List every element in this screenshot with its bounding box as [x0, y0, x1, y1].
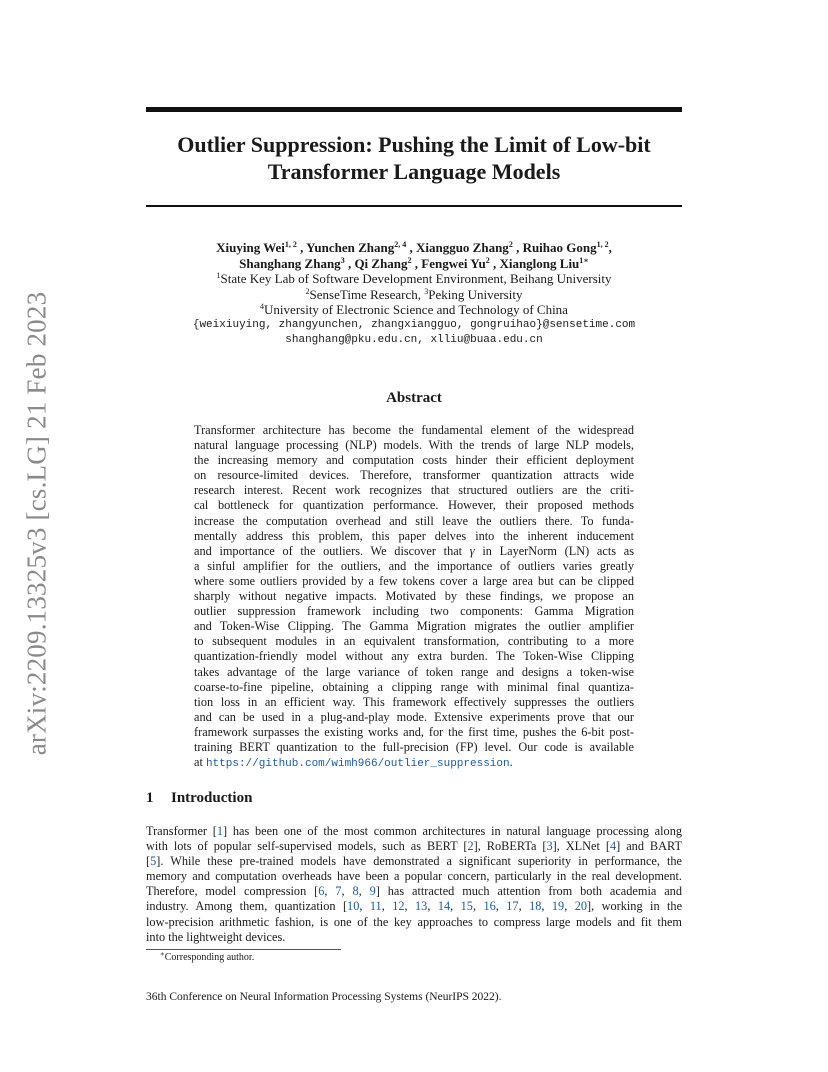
author-name: Fengwei Yu: [421, 255, 486, 271]
abstract-line: on resource-limited devices. Therefore, transformer quantization attracts wide: [194, 468, 634, 483]
intro-line: low-precision arithmetic fashion, is one of the key approaches to compress large models and fit them: [146, 914, 682, 929]
citation-link[interactable]: 10: [347, 899, 360, 914]
abstract-text: and importance of the outliers. We discover that: [194, 543, 463, 558]
intro-line: [146, 839, 682, 854]
intro-line: into the lightweight devices.: [146, 929, 286, 944]
abstract-line: [194, 544, 634, 559]
affil-text: Peking University: [428, 286, 523, 302]
citation-link[interactable]: 17: [506, 899, 519, 914]
citation-link[interactable]: 12: [392, 899, 405, 914]
intro-text: ], working in the: [587, 899, 683, 914]
citation-link[interactable]: 18: [529, 899, 542, 914]
intro-line: Therefore, model compression [6, 7, 8, 9] has attracted much attention from both academia and: [146, 884, 682, 899]
abstract-heading: Abstract: [386, 390, 442, 406]
intro-text: ] has been one of the most common architectures in natural language processing along: [223, 824, 682, 838]
author-emails-1: {weixiuying, zhangyunchen, zhangxiangguo, gongruihao}@sensetime.com: [192, 318, 636, 331]
author-separator: ,: [411, 255, 422, 271]
author-block: [146, 240, 682, 349]
affiliation-4: [146, 302, 682, 318]
author-name: Xianglong Liu: [499, 255, 580, 271]
intro-text: industry. Among them, quantization [: [146, 899, 348, 914]
author-separator: ,: [296, 240, 307, 255]
intro-text: ] and BART: [616, 839, 682, 854]
abstract-line: training BERT quantization to the full-precision (FP) level. Our code is available: [194, 739, 634, 754]
author-name: Xiuying Wei: [216, 240, 285, 255]
affil-mark: 4: [260, 302, 265, 311]
author-emails-2: shanghang@pku.edu.cn, xlliu@buaa.edu.cn: [285, 334, 543, 346]
author-separator: ,: [344, 255, 355, 271]
intro-text: ] has attracted much attention from both academia and: [375, 884, 682, 899]
abstract-line: a sinful amplifier for the outliers, and the importance of outliers varies greatly: [194, 558, 634, 573]
citation-link[interactable]: 16: [483, 899, 496, 914]
affil-mark: 2: [305, 286, 310, 296]
footnote-rule: [146, 949, 341, 950]
intro-line: memory and computation overheads have been a popular concern, particularly in the real development.: [146, 869, 682, 884]
abstract-line: takes advantage of the large variance of token range and designs a token-wise: [194, 664, 634, 679]
abstract-line: research interest. Recent work recognizes that structured outliers are the criti-: [194, 483, 634, 498]
citation-link[interactable]: 9: [369, 884, 376, 899]
title-line-1: Outlier Suppression: Pushing the Limit of Low-bit: [177, 132, 651, 157]
section-title: Introduction: [171, 790, 253, 806]
author-affil-mark: 2, 4: [394, 240, 407, 249]
intro-text: [: [146, 854, 151, 869]
citation-link[interactable]: 14: [437, 899, 451, 914]
citation-link[interactable]: 11: [369, 899, 382, 914]
intro-line: [146, 854, 682, 869]
abstract-line: outlier suppression framework including two components: Gamma Migration: [194, 604, 634, 619]
citation-link[interactable]: 7: [335, 884, 342, 899]
citation-link[interactable]: 8: [352, 884, 359, 899]
author-affil-mark: 1∗: [579, 255, 589, 265]
intro-text: ], RoBERTa [: [473, 839, 547, 854]
citation-link[interactable]: 19: [551, 899, 565, 914]
author-name: Xiangguo Zhang: [415, 240, 509, 255]
affiliation-1: [146, 271, 682, 287]
abstract-line: and Token-Wise Clipping. The Gamma Migration migrates the outlier amplifier: [194, 619, 634, 634]
abstract-line: mentally address this problem, this paper delves into the inherent inducement: [194, 528, 634, 543]
code-repository-link[interactable]: https://github.com/wimh966/outlier_suppression: [205, 758, 510, 771]
intro-text: Transformer [: [146, 824, 217, 838]
intro-text: ], XLNet [: [552, 839, 610, 854]
citation-link[interactable]: 1: [216, 824, 224, 838]
gamma-symbol: γ: [469, 543, 475, 558]
title-top-rule: [146, 107, 682, 112]
citation-link[interactable]: 5: [150, 854, 157, 869]
author-name: Yunchen Zhang: [306, 240, 395, 255]
introduction-paragraph: [146, 824, 682, 945]
citation-link[interactable]: 6: [318, 884, 325, 899]
affil-mark: 3: [424, 286, 429, 296]
author-name: Qi Zhang: [354, 255, 408, 271]
affil-text: University of Electronic Science and Technology of China: [264, 302, 568, 317]
citation-link[interactable]: 4: [610, 839, 617, 854]
abstract-line: tion loss in an efficient way. This framework effectively suppresses the outliers: [194, 694, 634, 709]
citation-link[interactable]: 13: [415, 899, 428, 914]
citation-link[interactable]: 15: [460, 899, 473, 914]
abstract-body: [194, 423, 634, 772]
citation-link[interactable]: 2: [467, 839, 474, 854]
arxiv-stamp: [22, 288, 52, 758]
abstract-line: cal bottleneck for quantization performance. However, their proposed methods: [194, 498, 634, 513]
author-affil-mark: 1, 2: [284, 240, 297, 249]
abstract-line: the increasing memory and computation costs hinder their efficient deployment: [194, 453, 634, 468]
citation-link[interactable]: 3: [546, 839, 553, 854]
author-affil-mark: 3: [340, 255, 345, 265]
author-affil-mark: 2: [485, 255, 490, 265]
author-affil-mark: 1, 2: [596, 240, 609, 249]
title-bottom-rule: [146, 205, 682, 207]
abstract-line: natural language processing (NLP) models. With the trends of large NLP models,: [194, 438, 634, 453]
author-separator: ,: [512, 240, 523, 255]
affil-text: SenseTime Research,: [309, 286, 425, 302]
conference-venue: 36th Conference on Neural Information Processing Systems (NeurIPS 2022).: [146, 991, 502, 1003]
abstract-line: quantization-friendly model without any extra burden. The Token-Wise Clipping: [194, 649, 634, 664]
paper-title: [146, 131, 682, 185]
intro-line: [146, 824, 682, 839]
section-heading-introduction: [146, 790, 252, 807]
abstract-line: to subsequent modules in an equivalent transformation, contributing to a more: [194, 634, 634, 649]
author-separator: ,: [608, 240, 612, 255]
author-name: Ruihao Gong: [522, 240, 597, 255]
section-number: 1: [146, 790, 154, 806]
footnote-mark: ∗: [160, 950, 165, 958]
abstract-line: increase the computation overhead and still leave the outliers there. To funda-: [194, 513, 634, 528]
footnote-text: Corresponding author.: [164, 952, 255, 963]
citation-link[interactable]: 20: [574, 899, 588, 914]
abstract-text: .: [509, 755, 513, 770]
abstract-line: framework surpasses the existing works and, for the first time, pushes the 6-bit post-: [194, 724, 634, 739]
author-separator: ,: [489, 255, 500, 271]
intro-line: industry. Among them, quantization [10, 11, 12, 13, 14, 15, 16, 17, 18, 19, 20], working in the: [146, 899, 683, 914]
abstract-text: at: [194, 755, 206, 770]
author-affil-mark: 2: [407, 255, 412, 265]
abstract-text: in LayerNorm (LN) acts as: [474, 543, 634, 558]
author-line-2: [146, 256, 682, 272]
author-separator: ,: [406, 240, 416, 255]
affil-mark: 1: [216, 271, 221, 280]
affiliation-2-3: [146, 287, 682, 303]
author-affil-mark: 2: [508, 240, 513, 249]
abstract-line: coarse-to-fine pipeline, obtaining a clipping range with minimal final quantiza-: [194, 679, 634, 694]
abstract-line: and can be used in a plug-and-play mode. Extensive experiments prove that our: [194, 709, 634, 724]
abstract-line: Transformer architecture has become the fundamental element of the widespread: [194, 423, 634, 437]
intro-text: Therefore, model compression [: [146, 884, 319, 899]
title-line-2: Transformer Language Models: [267, 159, 561, 184]
footnote-corresponding-author: [160, 952, 254, 963]
affil-text: State Key Lab of Software Development Environment, Beihang University: [220, 271, 612, 286]
author-line-1: [146, 240, 682, 256]
author-name: Shanghang Zhang: [239, 255, 341, 271]
abstract-line: sharply without negative impacts. Motivated by these findings, we propose an: [194, 589, 634, 604]
arxiv-identifier: arXiv:2209.13325v3 [cs.LG] 21 Feb 2023: [21, 291, 52, 755]
intro-text: ]. While these pre-trained models have demonstrated a significant superiority in performance, the: [156, 854, 682, 869]
abstract-line: [194, 755, 634, 772]
intro-text: with lots of popular self-supervised models, such as BERT [: [146, 839, 468, 854]
abstract-line: where some outliers provided by a few tokens cover a large area but can be clipped: [194, 573, 634, 588]
